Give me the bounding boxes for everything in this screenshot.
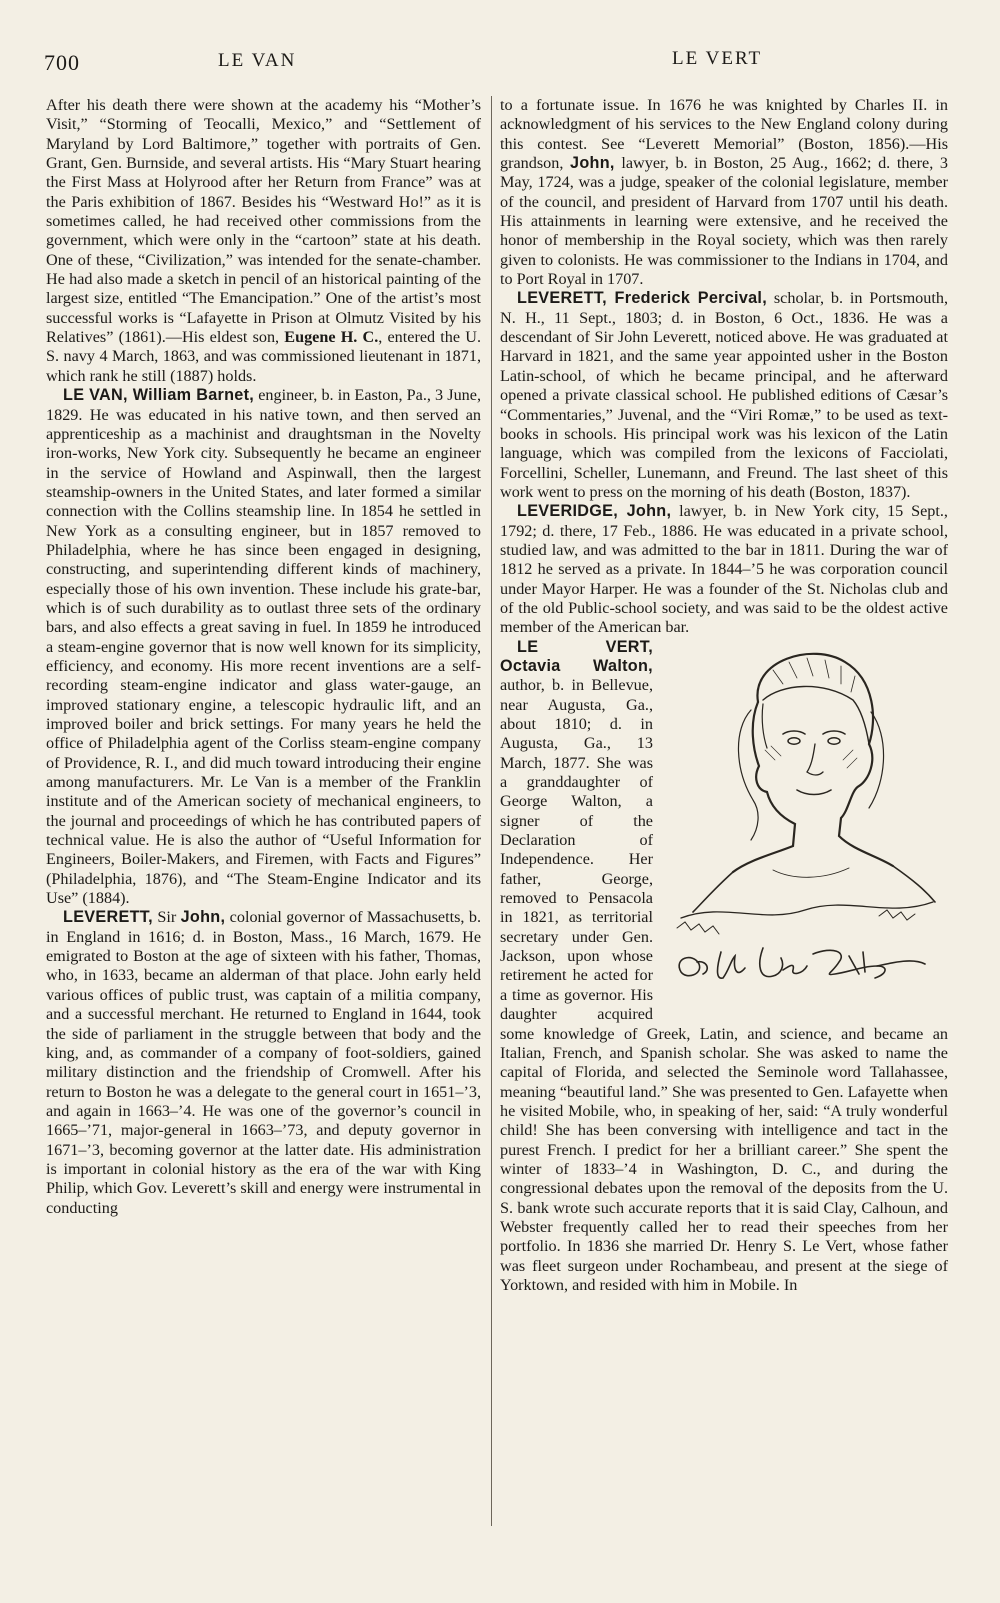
portrait-engraving-icon: [663, 640, 948, 1012]
page-number: 700: [44, 50, 80, 75]
entry-leverett-frederick: [500, 289, 948, 502]
portrait-illustration: [663, 640, 948, 1012]
running-head-right: LE VERT: [672, 48, 763, 69]
entry-le-van: [46, 386, 481, 908]
entry-text: engineer, b. in Easton, Pa., 3 June, 1829. He was educated in his native town, and then served an apprenticeship as a machinist and draughtsman in the Novelty iron-works, New York city. Subsequently he became an engineer in the service of Howland and Aspinwall, then the largest steamship-owners in the United States, and later formed a similar connection with the Collins steamship line. In 1854 he settled in New York as a consulting engineer, but in 1857 removed to Philadelphia, where he has since been engaged in designing, constructing, and superintending different kinds of machinery, especially those of his own invention. These include his grate-bar, which is of such durability as to outlast three sets of the ordinary bars, and also effects a great saving in fuel. In 1859 he introduced a steam-engine governor that is now well known for its simplicity, efficiency, and economy. His more recent inventions are a self-recording steam-engine indicator and glass water-gauge, an improved stationary engine, a telescopic hydraulic lift, and an improved boiler and brick settings. For many years he held the office of Philadelphia agent of the Corliss steam-engine company of Providence, R. I., and did much toward introducing their engine among manufacturers. Mr. Le Van is a member of the Franklin institute and of the American society of mechanical engineers, to the journal and proceedings of which he has contributed papers of technical value. He is also the author of “Useful Information for Engineers, Boiler-Makers, and Firemen, with Facts and Figures” (Philadelphia, 1876), and “The Steam-Engine Indicator and its Use” (1884).: [46, 386, 481, 908]
entry-le-vert: [500, 638, 948, 1296]
running-head-left: LE VAN: [218, 50, 297, 71]
right-column: [500, 96, 948, 1295]
entry-heading-name: John,: [180, 908, 226, 927]
entry-heading: LE VERT, Octavia Walton,: [500, 637, 653, 675]
column-divider: [491, 96, 492, 1526]
entry-heading: LE VAN, William Barnet,: [63, 386, 255, 405]
left-column: [46, 96, 481, 1218]
entry-title: Sir: [152, 908, 181, 927]
entry-text: scholar, b. in Portsmouth, N. H., 11 Sept., 1803; d. in Boston, 6 Oct., 1836. He was a descendant of Sir John Leverett, noticed above. He was graduated at Harvard in 1821, and the same year appointed usher in the Boston Latin-school, of which he became principal, and he afterward opened a private classical school. He published editions of Cæsar’s “Commentaries,” Juvenal, and the “Viri Romæ,” to be used as text-books in schools. His principal work was his lexicon of the Latin language, which was compiled from the lexicons of Facciolati, Forcellini, Scheller, Lunemann, and Freund. The last sheet of this work went to press on the morning of his death (Boston, 1837).: [500, 289, 949, 501]
entry-leverett-john: [46, 908, 481, 1218]
entry-text: lawyer, b. in Boston, 25 Aug., 1662; d. there, 3 May, 1724, was a judge, speaker of the colonial legislature, member of the council, and president of Harvard from 1707 until his death. His attainments in learning were extensive, and he received the honor of membership in the Royal society, which was then rarely given to colonists. He was commissioner to the Indians in 1704, and to Port Royal in 1707.: [500, 154, 949, 289]
entry-heading: LEVERIDGE, John,: [517, 502, 672, 521]
entry-text: colonial governor of Massachusetts, b. in England in 1616; d. in Boston, Mass., 16 March, 1679. He emigrated to Boston at the age of sixteen with his father, Thomas, who, in 1633, became an alderman of that place. John early held various offices of public trust, was captain of a militia company, and a successful merchant. He returned to England in 1644, took the side of parliament in the struggle between that body and the king, and, as commander of a company of foot-soldiers, gained military distinction and the friendship of Cromwell. After his return to Boston he was a delegate to the general court in 1651–’3, and again in 1663–’4. He was one of the governor’s council in 1665–’71, major-general in 1663–’73, and deputy governor in 1671–’3, becoming governor at the latter date. His administration is important in colonial history as the era of the war with King Philip, which Gov. Leverett’s skill and energy were instrumental in conducting: [46, 908, 481, 1217]
entry-text: lawyer, b. in New York city, 15 Sept., 1792; d. there, 17 Feb., 1886. He was educated in a private school, studied law, and was admitted to the bar in 1811. During the war of 1812 he served as a private. In 1844–’5 he was corporation council under Mayor Harper. He was a founder of the St. Nicholas club and of the old Public-school society, and was said to be the oldest active member of the American bar.: [500, 502, 948, 637]
entry-text: After his death there were shown at the academy his “Mother’s Visit,” “Storming of Teocalli, Mexico,” and “Settlement of Maryland by Lord Baltimore,” together with portraits of Gen. Grant, Gen. Burnside, and several artists. His “Mary Stuart hearing the First Mass at Holyrood after her Return from France” was at the Paris exhibition of 1867. Besides his “Westward Ho!” as it is sometimes called, he had received other commissions from the government, which were only in the “cartoon” state at his death. One of these, “Civilization,” was intended for the senate-chamber. He had also made a sketch in pencil of an historical painting of the largest size, entitled “The Emancipation.” One of the artist’s most successful works is “Lafayette in Prison at Olmutz Visited by his Relatives” (1861).—His eldest son,: [46, 96, 481, 347]
entry-leveridge: [500, 502, 948, 637]
person-name: Eugene H. C.: [284, 328, 379, 347]
entry-continuation: [500, 96, 948, 289]
entry-continuation: [46, 96, 481, 386]
entry-text: to a fortunate issue. In 1676 he was knighted by Charles II. in acknowledgment of his services to the New England colony during this contest. See “Leverett Memorial” (Boston, 1856).—His grandson,: [500, 96, 948, 173]
entry-heading: LEVERETT,: [63, 908, 153, 927]
signature-icon: [679, 948, 925, 978]
entry-text: author, b. in Bellevue, near Augusta, Ga., about 1810; d. in Augusta, Ga., 13 March, 1877. She was a granddaughter of George Walton, a signer of the Declaration of Independence. Her father, George, removed to Pensacola in 1821, as territorial secretary under Gen. Jackson, upon whose retirement he acted for a time as governor. His daughter acquired some knowledge of Greek, Latin, and science, and became an Italian, French, and Spanish scholar. She was asked to name the capital of Florida, and selected the Seminole word Tallahassee, meaning “beautiful land.” She was presented to Gen. Lafayette when he visited Mobile, who, in speaking of her, said: “A truly wonderful child! She has been conversing with intelligence and tact in the purest French. I predict for her a brilliant career.” She spent the winter of 1833–’4 in Washington, D. C., and during the congressional debates upon the removal of the deposits from the U. S. bank wrote such accurate reports that it is said Clay, Calhoun, and Webster frequently called her to read their speeches from her portfolio. In 1836 she married Dr. Henry S. Le Vert, whose father was fleet surgeon under Rochambeau, and present at the siege of Yorktown, and resided with him in Mobile. In: [500, 676, 948, 1294]
entry-heading: LEVERETT, Frederick Percival,: [517, 289, 768, 308]
entry-text: , entered the U. S. navy 4 March, 1863, and was commissioned lieutenant in 1871, which rank he still (1887) holds.: [46, 328, 481, 385]
person-name: John,: [570, 154, 615, 173]
